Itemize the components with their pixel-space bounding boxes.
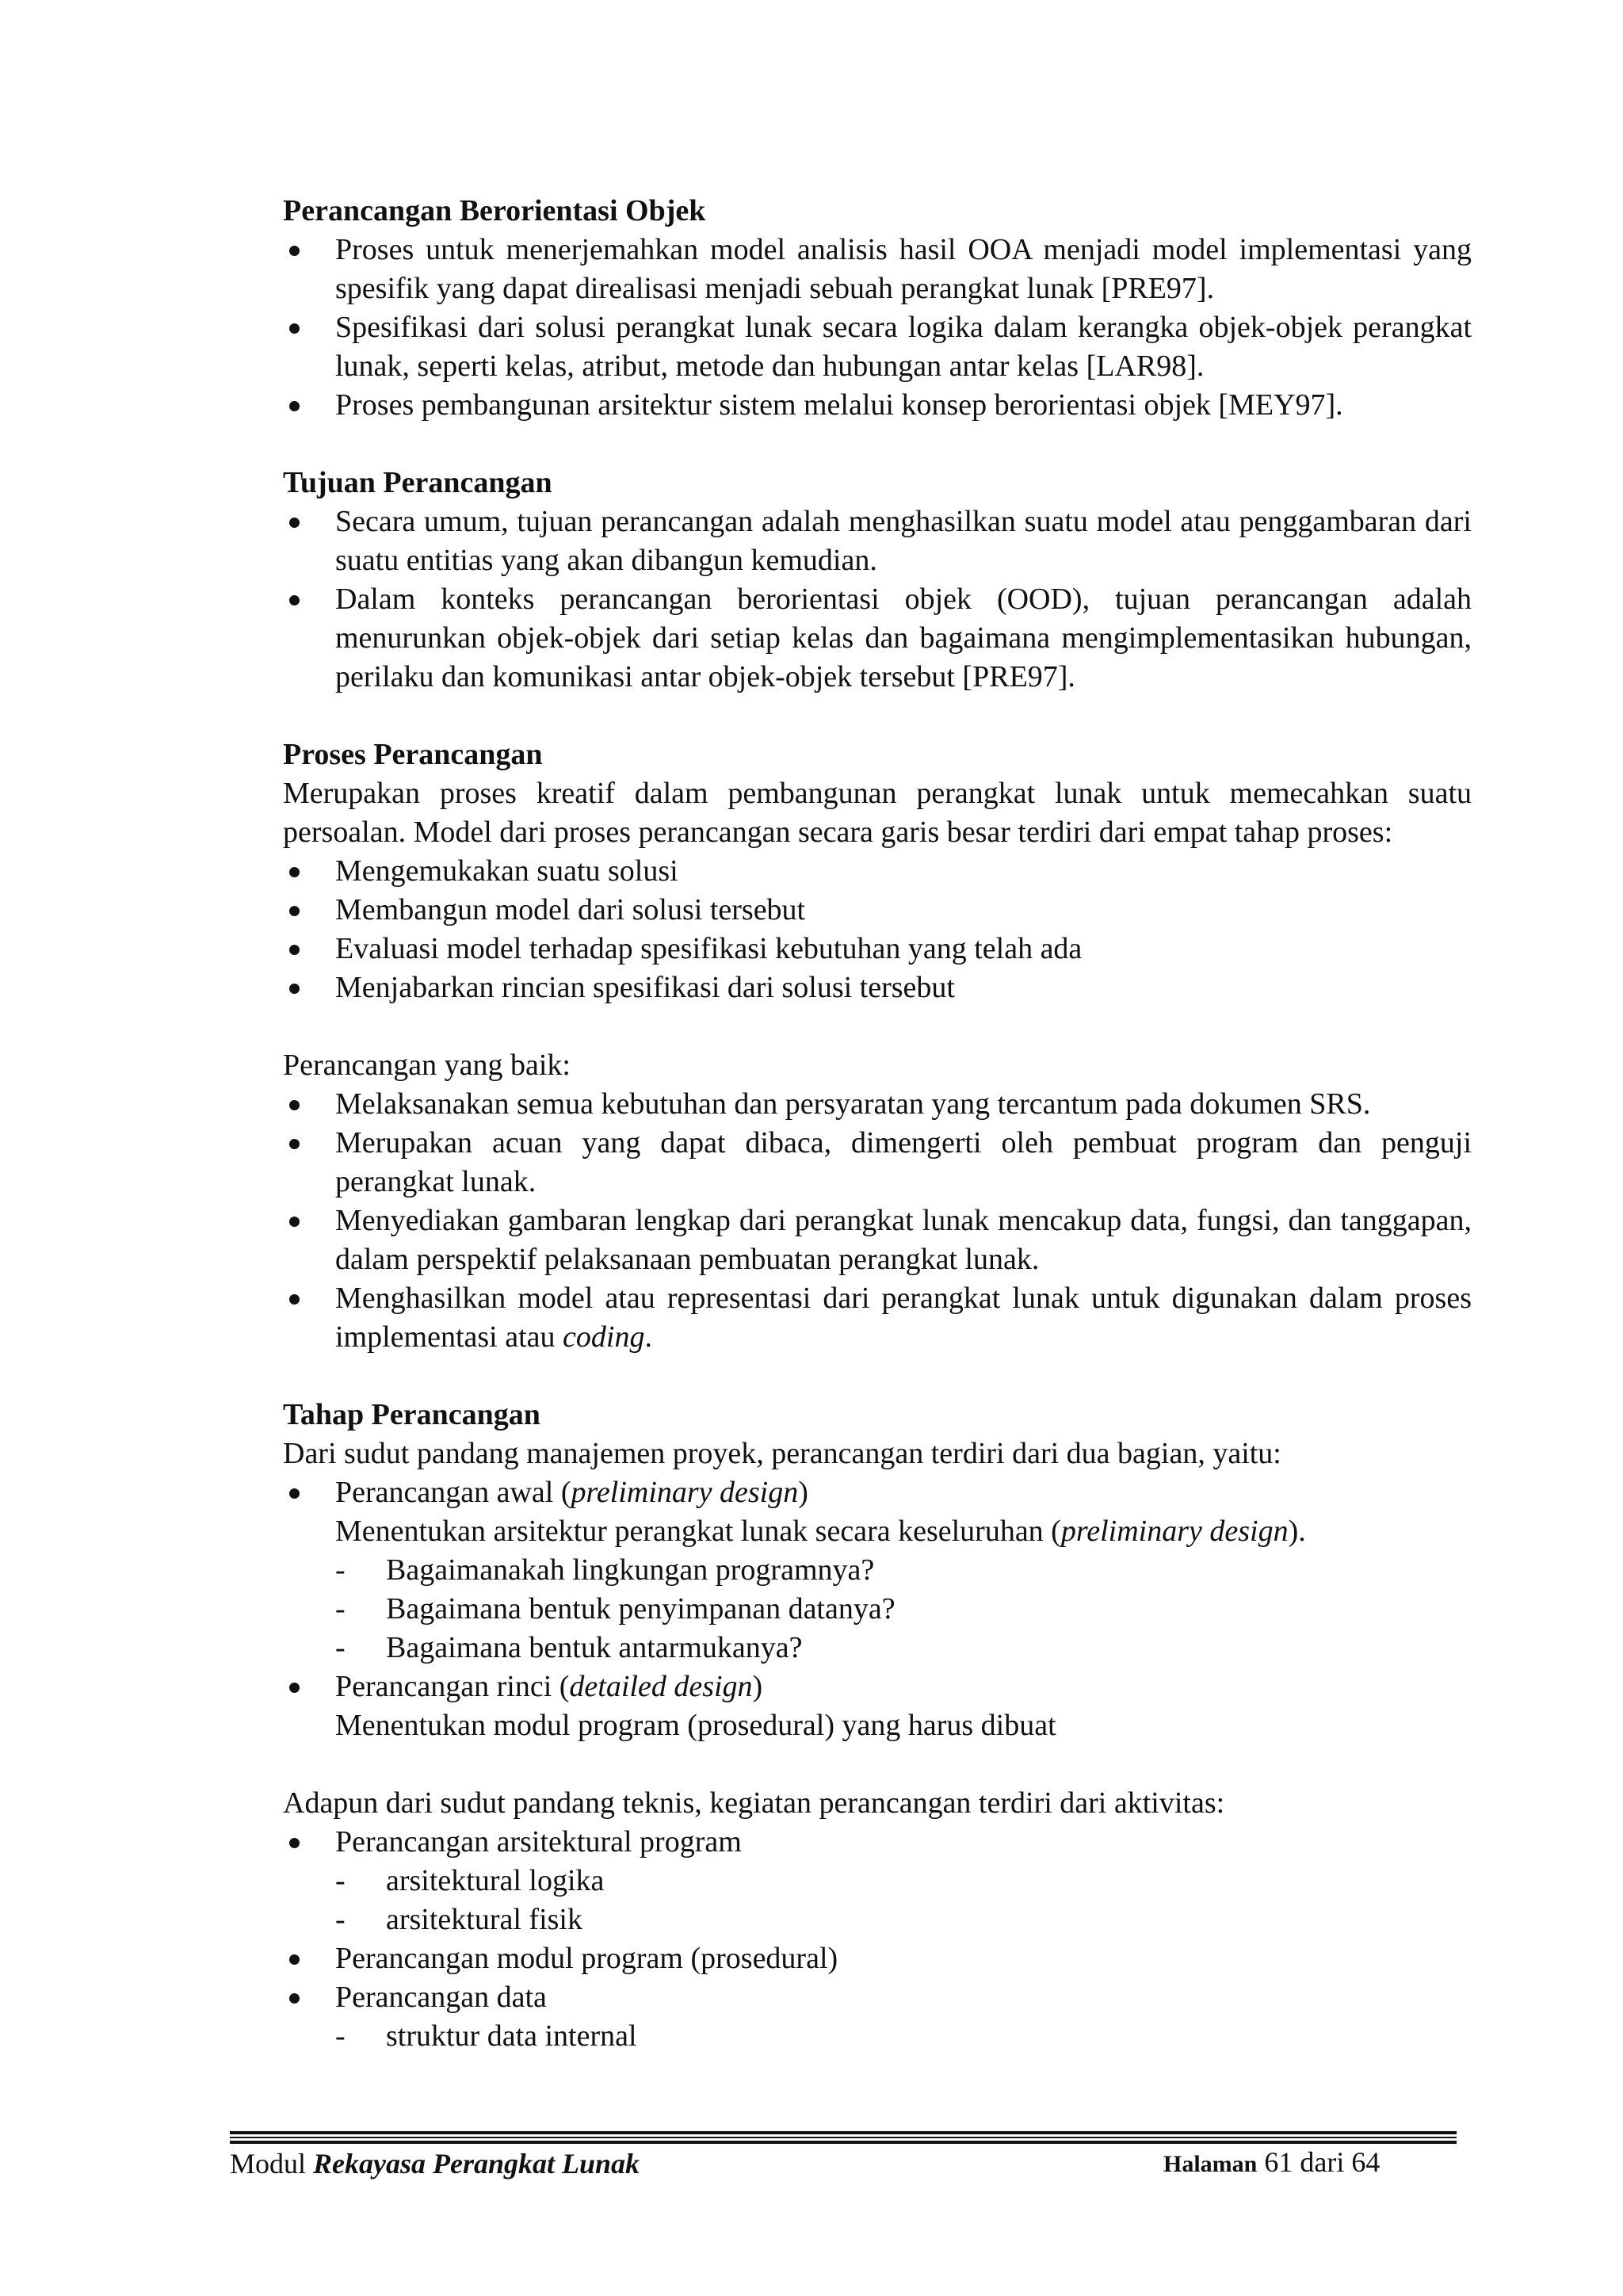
bullet-icon (289, 984, 300, 994)
dash-icon: - (335, 1631, 346, 1664)
dash-item: - struktur data internal (283, 2017, 1472, 2056)
dash-item: - Bagaimana bentuk penyimpanan datanya? (283, 1590, 1472, 1629)
dash-item: - Bagaimanakah lingkungan programnya? (283, 1551, 1472, 1590)
footer-page-number: Halaman 61 dari 64 (1163, 2146, 1381, 2178)
bullet-icon (289, 906, 300, 916)
paragraph-tahap: Dari sudut pandang manajemen proyek, perancangan terdiri dari dua bagian, yaitu: (283, 1437, 1281, 1470)
bullet-icon (289, 1488, 300, 1499)
description-rinci: Menentukan modul program (prosedural) yang harus dibuat (335, 1709, 1056, 1742)
list-item: Mengemukakan suatu solusi (283, 852, 1472, 891)
dash-item: - Bagaimana bentuk antarmukanya? (283, 1629, 1472, 1668)
bullet-icon (289, 1838, 300, 1848)
bullet-icon (289, 1683, 300, 1693)
dash-item: - arsitektural fisik (283, 1901, 1472, 1939)
bullet-icon (289, 1954, 300, 1965)
paragraph-proses: Merupakan proses kreatif dalam pembangunan perangkat lunak untuk memecahkan suatu persoalan. Model dari proses perancangan secara garis besar terdiri dari empat tahap proses: (283, 777, 1472, 849)
list-item: Perancangan arsitektural program (283, 1823, 1472, 1862)
list-item: Menyediakan gambaran lengkap dari perangkat lunak mencakup data, fungsi, dan tanggapan, dalam perspektif pelaksanaan pembuatan perangkat lunak. (283, 1201, 1472, 1279)
dash-icon: - (335, 1864, 346, 1897)
section-title-proses: Proses Perancangan (283, 738, 543, 771)
section-title-ood: Perancangan Berorientasi Objek (283, 194, 706, 227)
list-item: Menghasilkan model atau representasi dari perangkat lunak untuk digunakan dalam proses implementasi atau coding. (283, 1279, 1472, 1357)
page-body (283, 192, 1472, 2056)
bullet-icon (289, 1217, 300, 1227)
dash-icon: - (335, 1592, 346, 1626)
list-item: Merupakan acuan yang dapat dibaca, dimengerti oleh pembuat program dan penguji perangkat lunak. (283, 1124, 1472, 1201)
bullet-icon (289, 1100, 300, 1110)
bullet-icon (289, 323, 300, 334)
list-item: Menjabarkan rincian spesifikasi dari solusi tersebut (283, 968, 1472, 1007)
bullet-icon (289, 1139, 300, 1149)
list-item: Membangun model dari solusi tersebut (283, 891, 1472, 930)
section-title-tujuan: Tujuan Perancangan (283, 466, 552, 499)
bullet-icon (289, 1993, 300, 2004)
footer-module-title: Modul Rekayasa Perangkat Lunak (230, 2148, 640, 2179)
list-item: Evaluasi model terhadap spesifikasi kebutuhan yang telah ada (283, 930, 1472, 968)
list-item: Perancangan modul program (prosedural) (283, 1939, 1472, 1978)
list-item: Dalam konteks perancangan berorientasi objek (OOD), tujuan perancangan adalah menurunkan objek-objek dari setiap kelas dan bagaimana mengimplementasikan hubungan, perilaku dan komunikasi antar objek-objek tersebut [PRE97]. (283, 580, 1472, 697)
bullet-icon (289, 945, 300, 955)
list-item-rinci: Perancangan rinci (detailed design) (283, 1668, 1472, 1706)
list-item: Proses untuk menerjemahkan model analisis hasil OOA menjadi model implementasi yang spesifik yang dapat direalisasi menjadi sebuah perangkat lunak [PRE97]. (283, 231, 1472, 308)
list-item: Proses pembangunan arsitektur sistem melalui konsep berorientasi objek [MEY97]. (283, 386, 1472, 425)
bullet-icon (289, 518, 300, 528)
dash-item: - arsitektural logika (283, 1862, 1472, 1901)
description-awal: Menentukan arsitektur perangkat lunak secara keseluruhan (preliminary design). (335, 1515, 1306, 1548)
bullet-icon (289, 401, 300, 411)
list-item: Secara umum, tujuan perancangan adalah menghasilkan suatu model atau penggambaran dari suatu entitias yang akan dibangun kemudian. (283, 502, 1472, 580)
list-item: Perancangan data (283, 1978, 1472, 2017)
paragraph-teknis: Adapun dari sudut pandang teknis, kegiatan perancangan terdiri dari aktivitas: (283, 1786, 1225, 1820)
bullet-icon (289, 246, 300, 256)
footer-rule (230, 2131, 1457, 2144)
list-item-awal: Perancangan awal (preliminary design) (283, 1473, 1472, 1512)
dash-icon: - (335, 1553, 346, 1587)
section-title-tahap: Tahap Perancangan (283, 1398, 540, 1431)
dash-icon: - (335, 1903, 346, 1936)
paragraph-baik: Perancangan yang baik: (283, 1049, 571, 1082)
bullet-icon (289, 867, 300, 877)
bullet-icon (289, 1294, 300, 1305)
list-item: Spesifikasi dari solusi perangkat lunak secara logika dalam kerangka objek-objek perangkat lunak, seperti kelas, atribut, metode dan hubungan antar kelas [LAR98]. (283, 308, 1472, 386)
dash-icon: - (335, 2019, 346, 2053)
list-item: Melaksanakan semua kebutuhan dan persyaratan yang tercantum pada dokumen SRS. (283, 1085, 1472, 1124)
bullet-icon (289, 595, 300, 606)
